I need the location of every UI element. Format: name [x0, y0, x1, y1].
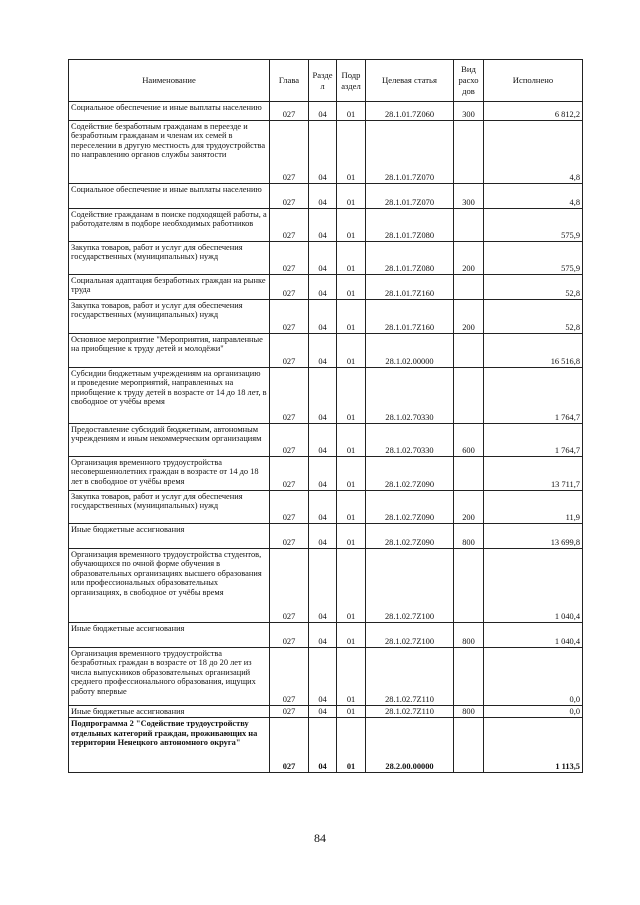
row-statya: 28.1.02.00000	[366, 334, 454, 368]
row-glava: 027	[270, 524, 309, 549]
row-vid: 200	[454, 300, 484, 334]
row-statya: 28.1.02.7Z110	[366, 648, 454, 706]
row-glava: 027	[270, 275, 309, 300]
row-value: 1 040,4	[484, 549, 583, 623]
row-glava: 027	[270, 102, 309, 121]
row-razdel: 04	[309, 718, 337, 773]
row-name: Подпрограмма 2 "Содействие трудоустройству отдельных категорий граждан, проживающих на территории Ненецкого автономного округа"	[69, 718, 270, 773]
row-glava: 027	[270, 121, 309, 184]
row-podrazdel: 01	[337, 334, 366, 368]
row-podrazdel: 01	[337, 491, 366, 524]
row-statya: 28.1.02.70330	[366, 424, 454, 457]
row-name: Содействие гражданам в поиске подходящей работы, а работодателям в подборе необходимых работников	[69, 209, 270, 242]
row-glava: 027	[270, 457, 309, 491]
row-statya: 28.1.01.7Z080	[366, 242, 454, 275]
row-value: 11,9	[484, 491, 583, 524]
row-name: Субсидии бюджетным учреждениям на организацию и проведение мероприятий, направленных на приобщение к труду детей в возрасте от 14 до 18 лет, в свободное от учёбы время	[69, 368, 270, 424]
row-statya: 28.1.02.7Z100	[366, 623, 454, 648]
row-value: 4,8	[484, 121, 583, 184]
row-vid	[454, 718, 484, 773]
table-row	[69, 300, 583, 334]
row-podrazdel: 01	[337, 368, 366, 424]
table-header-row	[69, 60, 583, 102]
row-statya: 28.2.00.00000	[366, 718, 454, 773]
row-name: Иные бюджетные ассигнования	[69, 706, 270, 718]
table-row	[69, 524, 583, 549]
row-name: Предоставление субсидий бюджетным, автономным учреждениям и иным некоммерческим организациям	[69, 424, 270, 457]
row-name: Организация временного трудоустройства несовершеннолетних граждан в возрасте от 14 до 18 лет в свободное от учёбы время	[69, 457, 270, 491]
row-vid	[454, 334, 484, 368]
row-podrazdel: 01	[337, 524, 366, 549]
row-razdel: 04	[309, 184, 337, 209]
row-statya: 28.1.01.7Z160	[366, 300, 454, 334]
table-row	[69, 209, 583, 242]
row-value: 1 113,5	[484, 718, 583, 773]
row-value: 575,9	[484, 242, 583, 275]
row-statya: 28.1.01.7Z070	[366, 121, 454, 184]
row-vid: 300	[454, 184, 484, 209]
table-row	[69, 334, 583, 368]
table-row	[69, 121, 583, 184]
row-razdel: 04	[309, 648, 337, 706]
row-razdel: 04	[309, 623, 337, 648]
row-podrazdel: 01	[337, 718, 366, 773]
row-statya: 28.1.02.7Z090	[366, 524, 454, 549]
row-glava: 027	[270, 368, 309, 424]
row-value: 52,8	[484, 300, 583, 334]
row-vid	[454, 549, 484, 623]
row-podrazdel: 01	[337, 184, 366, 209]
table-row	[69, 549, 583, 623]
row-glava: 027	[270, 706, 309, 718]
table-row	[69, 706, 583, 718]
header-name: Наименование	[69, 60, 270, 102]
row-name: Организация временного трудоустройства безработных граждан в возрасте от 18 до 20 лет из числа выпускников образовательных организаций среднего профессионального образования, ищущих работу впервые	[69, 648, 270, 706]
table-row	[69, 457, 583, 491]
row-name: Закупка товаров, работ и услуг для обеспечения государственных (муниципальных) нужд	[69, 242, 270, 275]
header-vid: Вид расхо дов	[454, 60, 484, 102]
header-podrazdel: Подр аздел	[337, 60, 366, 102]
row-name: Социальная адаптация безработных граждан на рынке труда	[69, 275, 270, 300]
row-statya: 28.1.01.7Z080	[366, 209, 454, 242]
row-razdel: 04	[309, 242, 337, 275]
row-razdel: 04	[309, 491, 337, 524]
row-vid: 200	[454, 491, 484, 524]
table-row	[69, 102, 583, 121]
row-vid: 300	[454, 102, 484, 121]
row-razdel: 04	[309, 457, 337, 491]
row-razdel: 04	[309, 275, 337, 300]
table-row	[69, 424, 583, 457]
row-statya: 28.1.02.7Z090	[366, 457, 454, 491]
row-glava: 027	[270, 300, 309, 334]
row-glava: 027	[270, 334, 309, 368]
row-podrazdel: 01	[337, 457, 366, 491]
row-statya: 28.1.01.7Z060	[366, 102, 454, 121]
row-value: 13 711,7	[484, 457, 583, 491]
row-name: Организация временного трудоустройства студентов, обучающихся по очной форме обучения в образовательных организациях высшего образования или профессиональных образовательных организациях, в свободное от учёбы время	[69, 549, 270, 623]
row-vid	[454, 275, 484, 300]
header-glava: Глава	[270, 60, 309, 102]
row-podrazdel: 01	[337, 242, 366, 275]
row-podrazdel: 01	[337, 549, 366, 623]
row-name: Иные бюджетные ассигнования	[69, 524, 270, 549]
budget-table	[68, 59, 583, 773]
row-podrazdel: 01	[337, 424, 366, 457]
row-name: Закупка товаров, работ и услуг для обеспечения государственных (муниципальных) нужд	[69, 491, 270, 524]
row-glava: 027	[270, 549, 309, 623]
row-vid	[454, 648, 484, 706]
header-statya: Целевая статья	[366, 60, 454, 102]
row-value: 0,0	[484, 648, 583, 706]
row-statya: 28.1.02.7Z100	[366, 549, 454, 623]
table-row	[69, 623, 583, 648]
table-row	[69, 648, 583, 706]
row-glava: 027	[270, 184, 309, 209]
row-name: Иные бюджетные ассигнования	[69, 623, 270, 648]
row-razdel: 04	[309, 424, 337, 457]
row-value: 13 699,8	[484, 524, 583, 549]
row-value: 6 812,2	[484, 102, 583, 121]
row-razdel: 04	[309, 368, 337, 424]
row-razdel: 04	[309, 102, 337, 121]
row-value: 0,0	[484, 706, 583, 718]
row-value: 4,8	[484, 184, 583, 209]
row-glava: 027	[270, 648, 309, 706]
row-podrazdel: 01	[337, 706, 366, 718]
row-name: Закупка товаров, работ и услуг для обеспечения государственных (муниципальных) нужд	[69, 300, 270, 334]
row-razdel: 04	[309, 209, 337, 242]
row-razdel: 04	[309, 524, 337, 549]
row-razdel: 04	[309, 706, 337, 718]
row-glava: 027	[270, 242, 309, 275]
table-row	[69, 275, 583, 300]
row-vid: 800	[454, 706, 484, 718]
row-vid: 800	[454, 524, 484, 549]
row-podrazdel: 01	[337, 623, 366, 648]
table-row	[69, 491, 583, 524]
row-razdel: 04	[309, 334, 337, 368]
table-row	[69, 718, 583, 773]
table-row	[69, 184, 583, 209]
row-vid: 200	[454, 242, 484, 275]
row-glava: 027	[270, 424, 309, 457]
row-podrazdel: 01	[337, 648, 366, 706]
header-ispolneno: Исполнено	[484, 60, 583, 102]
header-razdel: Разде л	[309, 60, 337, 102]
row-razdel: 04	[309, 549, 337, 623]
table-row	[69, 242, 583, 275]
row-glava: 027	[270, 491, 309, 524]
row-value: 1 040,4	[484, 623, 583, 648]
row-value: 52,8	[484, 275, 583, 300]
row-razdel: 04	[309, 300, 337, 334]
row-vid	[454, 368, 484, 424]
table-row	[69, 368, 583, 424]
row-glava: 027	[270, 623, 309, 648]
row-podrazdel: 01	[337, 209, 366, 242]
row-vid	[454, 209, 484, 242]
row-statya: 28.1.02.7Z110	[366, 706, 454, 718]
row-statya: 28.1.02.7Z090	[366, 491, 454, 524]
row-statya: 28.1.02.70330	[366, 368, 454, 424]
row-name: Социальное обеспечение и иные выплаты населению	[69, 102, 270, 121]
row-podrazdel: 01	[337, 300, 366, 334]
row-name: Социальное обеспечение и иные выплаты населению	[69, 184, 270, 209]
row-value: 1 764,7	[484, 368, 583, 424]
row-glava: 027	[270, 718, 309, 773]
row-vid	[454, 457, 484, 491]
row-vid: 800	[454, 623, 484, 648]
row-value: 1 764,7	[484, 424, 583, 457]
row-statya: 28.1.01.7Z160	[366, 275, 454, 300]
row-razdel: 04	[309, 121, 337, 184]
row-podrazdel: 01	[337, 121, 366, 184]
row-vid: 600	[454, 424, 484, 457]
row-glava: 027	[270, 209, 309, 242]
row-value: 16 516,8	[484, 334, 583, 368]
table-body	[69, 102, 583, 773]
row-name: Содействие безработным гражданам в переезде и безработным гражданам и членам их семей в переселении в другую местность для трудоустройства по направлению органов службы занятости	[69, 121, 270, 184]
row-podrazdel: 01	[337, 275, 366, 300]
row-statya: 28.1.01.7Z070	[366, 184, 454, 209]
row-vid	[454, 121, 484, 184]
row-value: 575,9	[484, 209, 583, 242]
page-number: 84	[314, 831, 326, 845]
row-podrazdel: 01	[337, 102, 366, 121]
row-name: Основное мероприятие "Мероприятия, направленные на приобщение к труду детей и молодёжи"	[69, 334, 270, 368]
